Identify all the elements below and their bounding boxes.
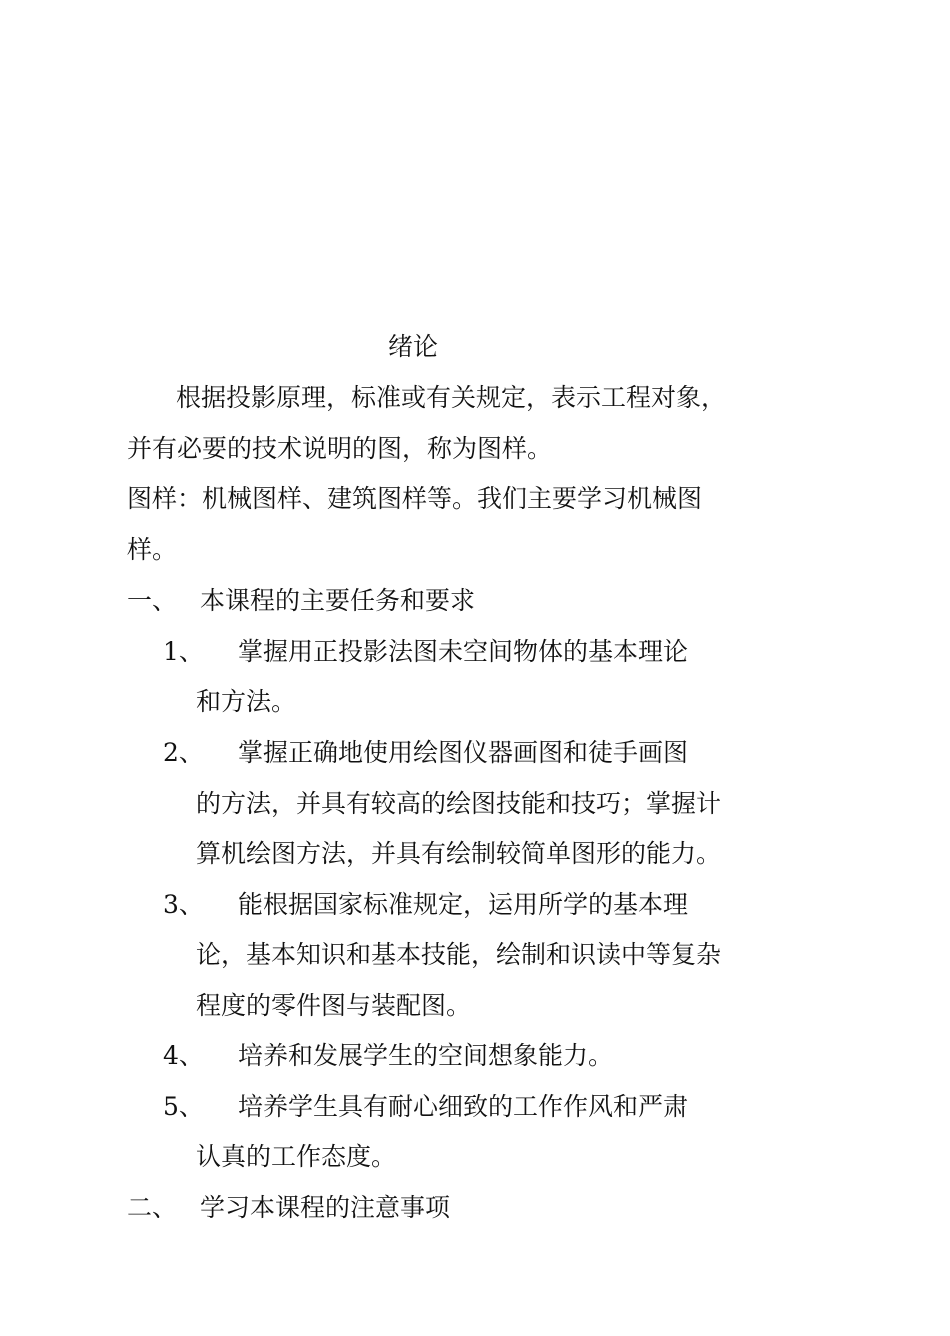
- intro-line-2: 并有必要的技术说明的图，称为图样。: [127, 434, 553, 463]
- item-5-line-1: 培养学生具有耐心细致的工作作风和严肃: [238, 1092, 689, 1121]
- item-2-line-3: 算机绘图方法，并具有绘制较简单图形的能力。: [196, 839, 722, 868]
- item-5-marker: 5、: [163, 1092, 204, 1121]
- section-1-marker: 一、: [127, 586, 178, 615]
- section-2-heading: 学习本课程的注意事项: [200, 1193, 451, 1222]
- item-4-marker: 4、: [163, 1041, 204, 1070]
- note-line-2: 样。: [127, 535, 178, 564]
- section-1-heading: 本课程的主要任务和要求: [200, 586, 476, 615]
- note-line-1: 图样：机械图样、建筑图样等。我们主要学习机械图: [127, 484, 703, 513]
- item-3-marker: 3、: [163, 890, 204, 919]
- item-4-line-1: 培养和发展学生的空间想象能力。: [238, 1041, 614, 1070]
- item-1-line-2: 和方法。: [196, 687, 297, 716]
- item-5-line-2: 认真的工作态度。: [196, 1142, 397, 1171]
- page-title: 绪论: [388, 332, 439, 361]
- item-1-marker: 1、: [163, 637, 204, 666]
- item-2-line-1: 掌握正确地使用绘图仪器画图和徒手画图: [238, 738, 689, 767]
- item-3-line-1: 能根据国家标准规定，运用所学的基本理: [238, 890, 689, 919]
- intro-line-1: 根据投影原理，标准或有关规定，表示工程对象，: [176, 383, 727, 412]
- item-3-line-3: 程度的零件图与装配图。: [196, 991, 472, 1020]
- item-3-line-2: 论，基本知识和基本技能，绘制和识读中等复杂: [196, 940, 722, 969]
- item-2-line-2: 的方法，并具有较高的绘图技能和技巧；掌握计: [196, 789, 722, 818]
- item-1-line-1: 掌握用正投影法图未空间物体的基本理论: [238, 637, 689, 666]
- item-2-marker: 2、: [163, 738, 204, 767]
- section-2-marker: 二、: [127, 1193, 178, 1222]
